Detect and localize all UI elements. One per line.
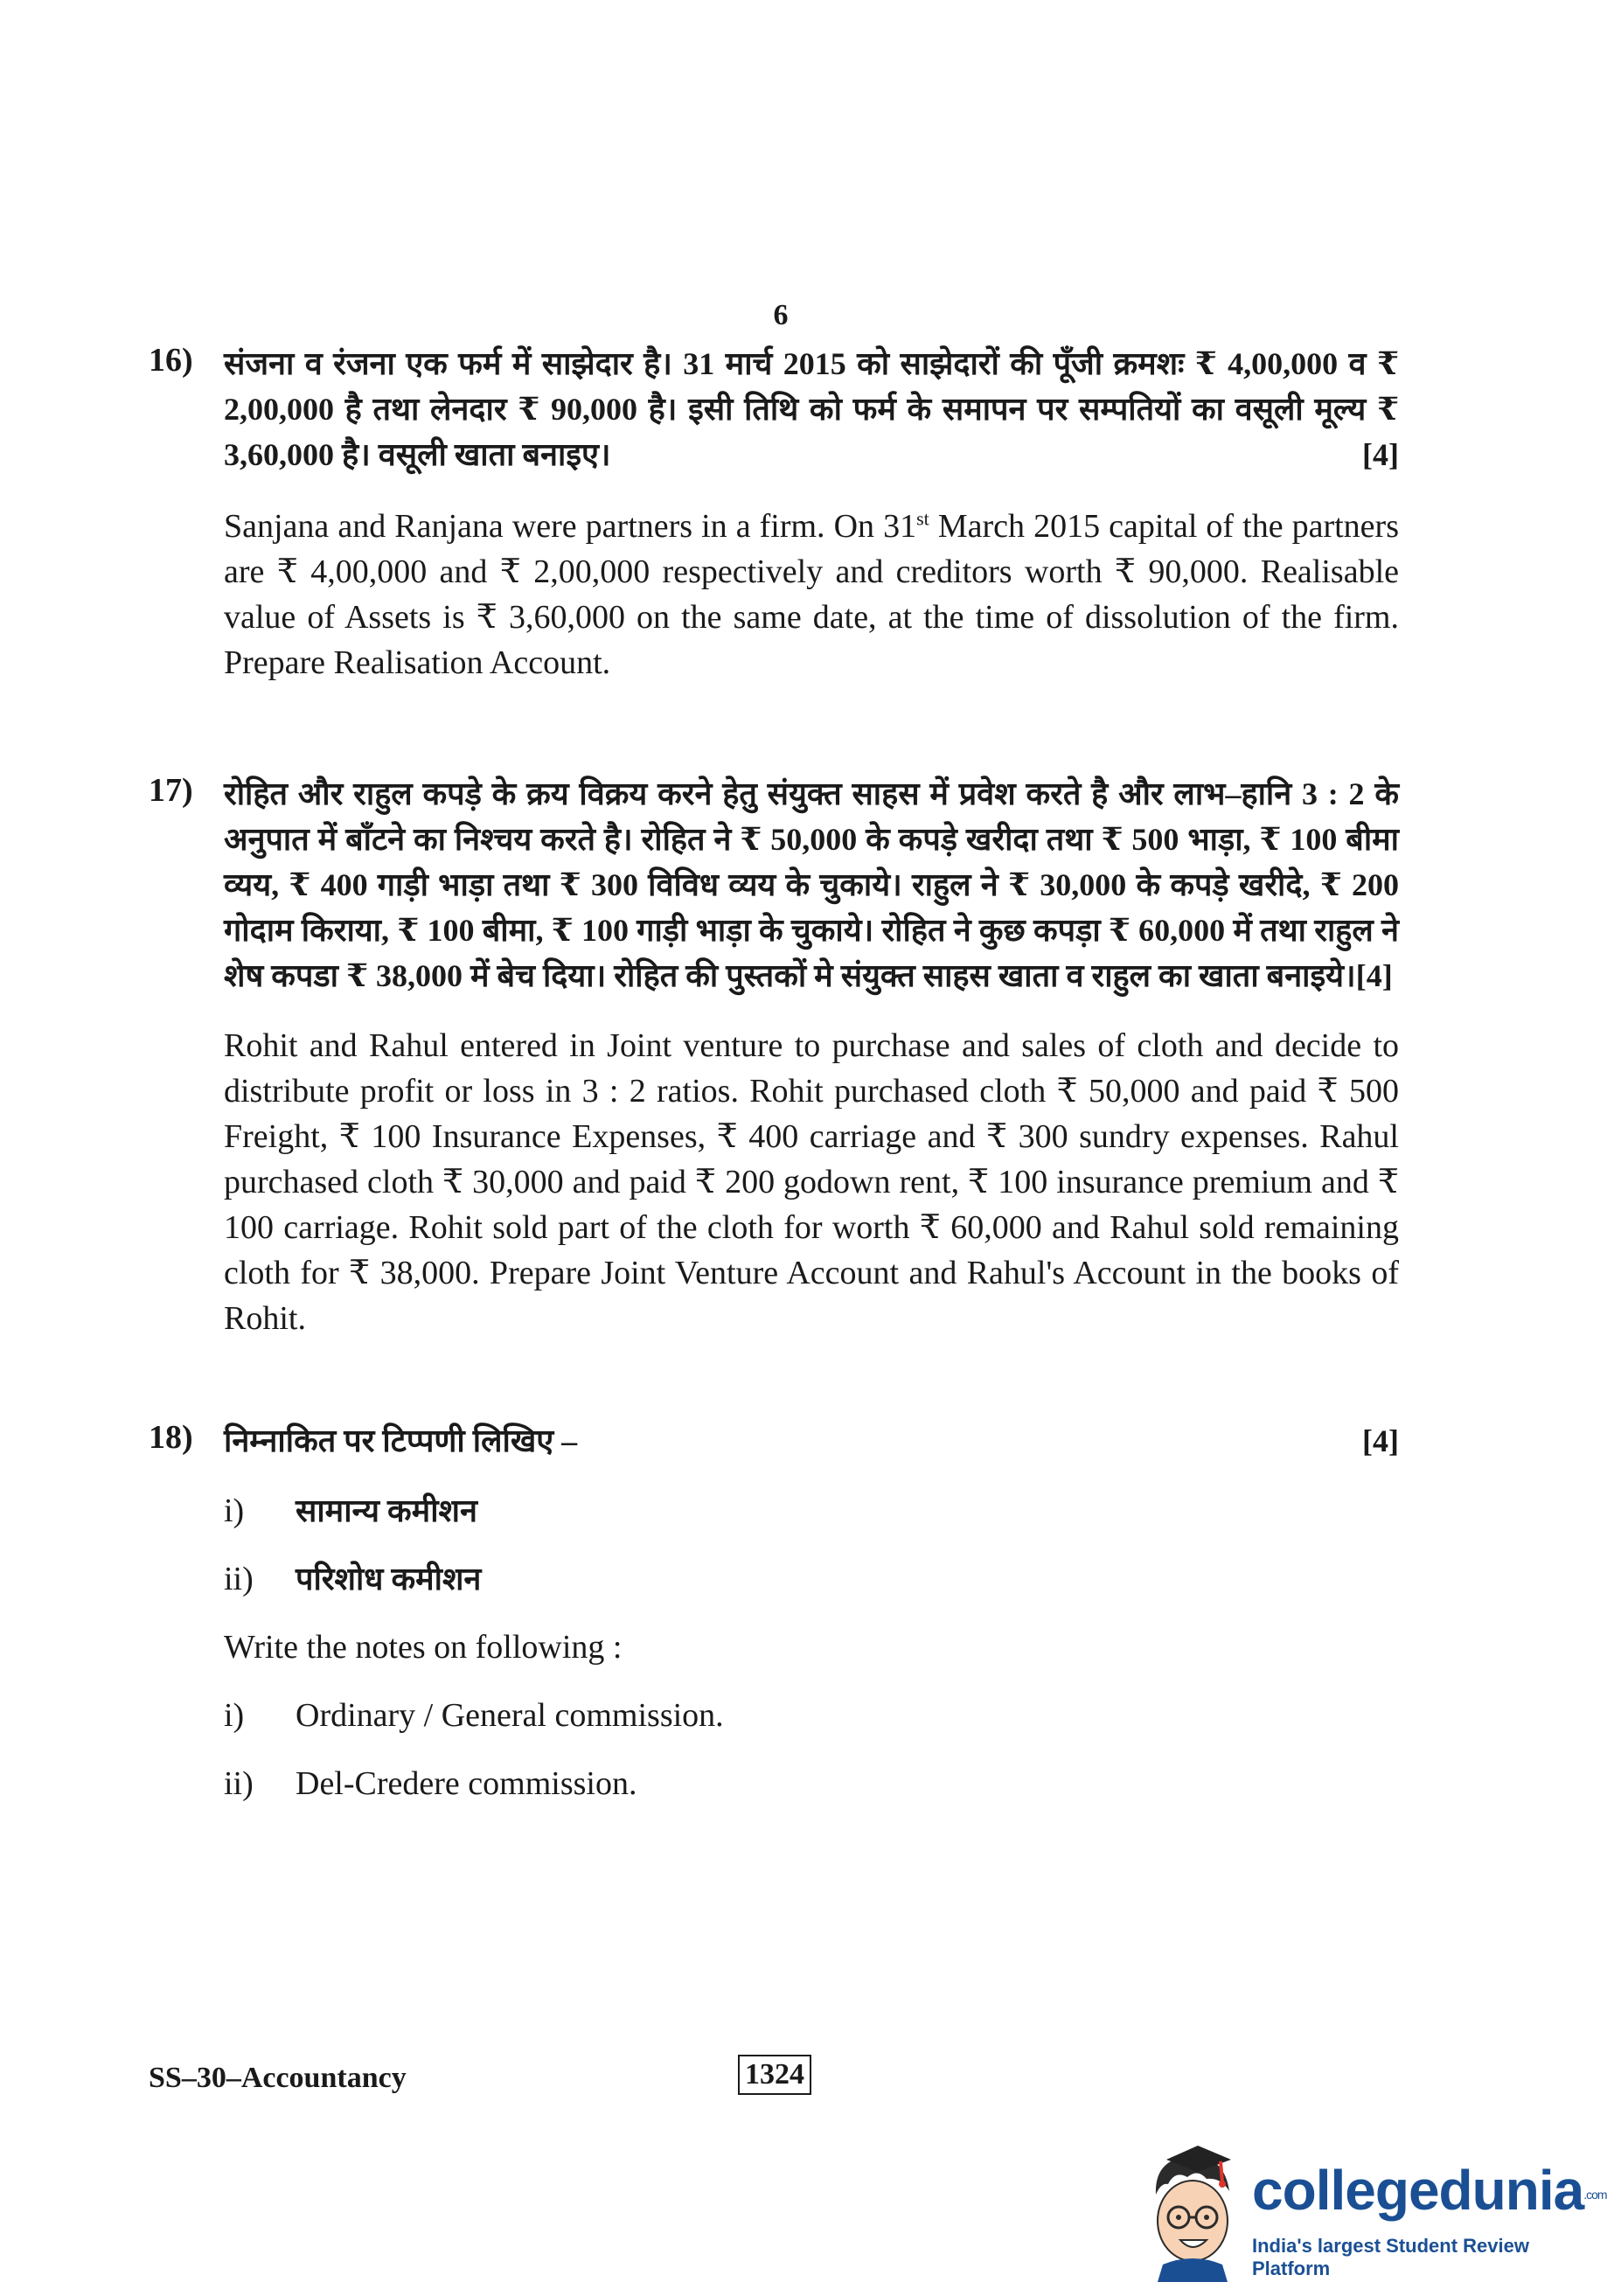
paper-number-box: 1324 xyxy=(738,2055,811,2095)
list-item-text: Ordinary / General commission. xyxy=(296,1697,724,1734)
question-number: 18) xyxy=(149,1419,193,1456)
list-item xyxy=(224,1488,1399,1534)
question-18 xyxy=(149,1418,1399,1806)
question-hindi-text xyxy=(224,341,1399,477)
question-hindi-text xyxy=(224,771,1399,998)
question-number: 16) xyxy=(149,342,193,379)
question-english-text: Write the notes on following : xyxy=(224,1629,623,1666)
marks-label: [4] xyxy=(1355,958,1393,993)
list-item xyxy=(224,1693,1399,1738)
logo-tagline: India's largest Student Review Platform xyxy=(1252,2235,1529,2279)
english-text-part2: March 2015 capital of the partners are ₹ 4,00,000 and ₹ 2,00,000 respectively and creditors worth ₹ 90,000. Realisable value of Assets is ₹ 3,60,000 on the same date, at the time of dissolution of the firm. Prepare Realisation Account. xyxy=(224,508,1399,681)
logo-name: collegedunia xyxy=(1252,2159,1584,2222)
logo-wordmark xyxy=(1252,2158,1607,2223)
list-item-text: Del-Credere commission. xyxy=(296,1765,637,1802)
question-17 xyxy=(149,771,1399,1341)
collegedunia-logo[interactable] xyxy=(1137,2133,1607,2282)
hindi-text: संजना व रंजना एक फर्म में साझेदार है। 31 मार्च 2015 को साझेदारों की पूँजी क्रमशः ₹ 4,00,000 व ₹ 2,00,000 है तथा लेनदार ₹ 90,000 है। इसी तिथि को फर्म के समापन पर सम्पतियों का वसूली मूल्य ₹ 3,60,000 है। वसूली खाता बनाइए। xyxy=(224,346,1399,472)
logo-suffix: .com xyxy=(1583,2188,1607,2202)
hindi-text: रोहित और राहुल कपड़े के क्रय विक्रय करने हेतु संयुक्त साहस में प्रवेश करते है और लाभ–हानि 3 : 2 के अनुपात में बाँटने का निश्चय करते है। रोहित ने ₹ 50,000 के कपड़े खरीदा तथा ₹ 500 भाड़ा, ₹ 100 बीमा व्यय, ₹ 400 गाड़ी भाड़ा तथा ₹ 300 विविध व्यय के चुकाये। राहुल ने ₹ 30,000 के कपड़े खरीदे, ₹ 200 गोदाम किराया, ₹ 100 बीमा, ₹ 100 गाड़ी भाड़ा के चुकाये। रोहित ने कुछ कपड़ा ₹ 60,000 में तथा राहुल ने शेष कपडा ₹ 38,000 में बेच दिया। रोहित की पुस्तकों मे संयुक्त साहस खाता व राहुल का खाता बनाइये। xyxy=(224,776,1399,993)
hindi-text: निम्नाकित पर टिप्पणी लिखिए – xyxy=(224,1423,578,1458)
question-16 xyxy=(149,341,1399,685)
question-hindi-text xyxy=(224,1418,1399,1464)
list-marker: i) xyxy=(224,1697,245,1734)
list-item xyxy=(224,1556,1399,1602)
superscript-st: st xyxy=(916,507,929,530)
list-item xyxy=(224,1761,1399,1806)
question-number: 17) xyxy=(149,772,193,809)
list-marker: i) xyxy=(224,1492,245,1529)
marks-label: [4] xyxy=(1362,1423,1399,1458)
list-marker: ii) xyxy=(224,1561,254,1597)
list-marker: ii) xyxy=(224,1765,254,1802)
paper-code: SS–30–Accountancy xyxy=(149,2062,407,2094)
list-item-text: सामान्य कमीशन xyxy=(296,1493,477,1528)
student-mascot-icon xyxy=(1137,2133,1250,2282)
english-text-part1: Sanjana and Ranjana were partners in a firm. On 31 xyxy=(224,508,917,545)
question-english-text xyxy=(224,504,1399,685)
list-item-text: परिशोध कमीशन xyxy=(296,1562,482,1597)
question-english-text: Rohit and Rahul entered in Joint venture to purchase and sales of cloth and decide to distribute profit or loss in 3 : 2 ratios. Rohit purchased cloth ₹ 50,000 and paid ₹ 500 Freight, ₹ 100 Insurance Expenses, ₹ 400 carriage and ₹ 300 sundry expenses. Rahul purchased cloth ₹ 30,000 and paid ₹ 200 godown rent, ₹ 100 insurance premium and ₹ 100 carriage. Rohit sold part of the cloth for worth ₹ 60,000 and Rahul sold remaining cloth for ₹ 38,000. Prepare Joint Venture Account and Rahul's Account in the books of Rohit. xyxy=(224,1027,1399,1337)
page-number: 6 xyxy=(773,299,789,331)
marks-label: [4] xyxy=(1362,437,1399,472)
